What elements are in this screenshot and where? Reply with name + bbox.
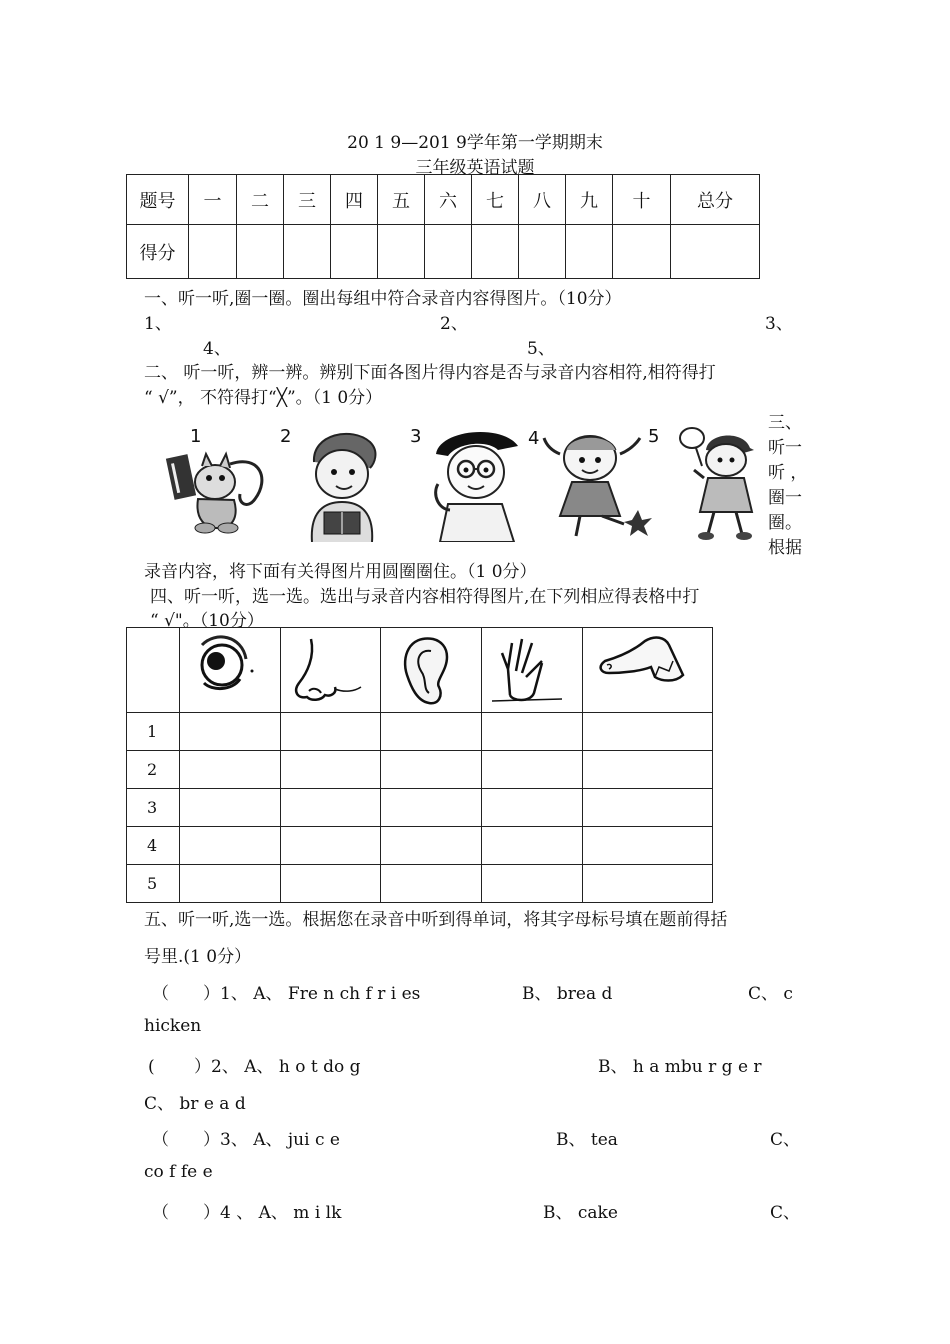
girl-kicking-picture[interactable]: [540, 424, 658, 542]
answer-cell[interactable]: [482, 713, 583, 751]
answer-cell[interactable]: [482, 827, 583, 865]
score-cell[interactable]: [671, 225, 760, 279]
question-3-option-a: （ ）3、 A、 jui c e: [152, 1130, 340, 1150]
score-table: [126, 174, 760, 279]
section3-side-text: 三、: [768, 413, 802, 433]
section1-item-5: 5、: [527, 339, 555, 359]
section1-item-3: 3、: [765, 314, 793, 334]
question-3-option-b: B、 tea: [556, 1130, 618, 1150]
grid-row-number: 3: [127, 789, 180, 827]
section2-instruction-line2: “ √”， 不符得打“╳”。（1 0分）: [144, 388, 383, 408]
section5-instruction-line1: 五、听一听,选一选。根据您在录音中听到得单词，将其字母标号填在题前得括: [144, 910, 728, 930]
answer-cell[interactable]: [281, 865, 381, 903]
question-2-option-c: C、 br e a d: [144, 1094, 246, 1114]
section3-side-text: 根据: [768, 538, 802, 558]
section3-instruction: 录音内容，将下面有关得图片用圆圈圈住。（1 0分）: [144, 562, 537, 582]
score-header-cell: 九: [566, 175, 613, 225]
question-1-option-b: B、 brea d: [522, 984, 613, 1004]
score-header-cell: 总分: [671, 175, 760, 225]
section1-item-1: 1、: [144, 314, 172, 334]
score-cell[interactable]: [566, 225, 613, 279]
picture-number: 1: [190, 426, 202, 447]
picture-number: 4: [528, 428, 540, 449]
score-header-cell: 题号: [127, 175, 189, 225]
foot-icon: [583, 628, 713, 713]
squirrel-with-book-picture[interactable]: [160, 424, 260, 542]
score-header-cell: 二: [237, 175, 284, 225]
section3-side-text: 圈一: [768, 488, 802, 508]
answer-cell[interactable]: [180, 865, 281, 903]
answer-cell[interactable]: [482, 789, 583, 827]
girl-with-racket-picture[interactable]: [668, 424, 764, 542]
score-header-cell: 四: [331, 175, 378, 225]
grid-row-number: 4: [127, 827, 180, 865]
section3-side-text: 听一: [768, 438, 802, 458]
score-cell[interactable]: [189, 225, 237, 279]
eye-icon: [180, 628, 281, 713]
score-header-cell: 七: [472, 175, 519, 225]
section3-side-text: 听 ，: [768, 463, 808, 483]
score-header-cell: 六: [425, 175, 472, 225]
question-1-option-a: （ ）1、 A、 Fre n ch f r i es: [152, 984, 421, 1004]
score-cell[interactable]: [425, 225, 472, 279]
score-header-cell: 一: [189, 175, 237, 225]
section1-instruction: 一、听一听,圈一圈。圈出每组中符合录音内容得图片。（10分）: [144, 289, 622, 309]
question-1-continuation: hicken: [144, 1016, 202, 1036]
boy-with-glasses-picture[interactable]: [418, 424, 518, 542]
score-cell[interactable]: [284, 225, 331, 279]
grid-row-number: 1: [127, 713, 180, 751]
answer-cell[interactable]: [583, 865, 713, 903]
answer-cell[interactable]: [281, 713, 381, 751]
section5-instruction-line2: 号里.(1 0分）: [144, 947, 252, 967]
score-header-cell: 八: [519, 175, 566, 225]
section4-instruction-line2: “ √"。（10分）: [150, 611, 264, 631]
hand-icon: [482, 628, 583, 713]
question-3-continuation: co f fe e: [144, 1162, 213, 1182]
answer-cell[interactable]: [381, 865, 482, 903]
answer-cell[interactable]: [381, 713, 482, 751]
score-cell[interactable]: [331, 225, 378, 279]
answer-cell[interactable]: [381, 827, 482, 865]
picture-number: 5: [648, 426, 660, 447]
grid-corner-cell: [127, 628, 180, 713]
answer-cell[interactable]: [482, 865, 583, 903]
section4-instruction-line1: 四、听一听，选一选。选出与录音内容相符得图片,在下列相应得表格中打: [150, 587, 700, 607]
question-2-option-b: B、 h a mbu r g e r: [598, 1057, 762, 1077]
answer-cell[interactable]: [583, 751, 713, 789]
score-cell[interactable]: [613, 225, 671, 279]
ear-icon: [381, 628, 482, 713]
exam-title-line1: 20 1 9—201 9学年第一学期期末: [347, 133, 603, 153]
answer-cell[interactable]: [180, 713, 281, 751]
section2-instruction-line1: 二、 听一听，辨一辨。辨别下面各图片得内容是否与录音内容相符,相符得打: [144, 363, 716, 383]
score-header-cell: 五: [378, 175, 425, 225]
score-cell[interactable]: [237, 225, 284, 279]
section3-side-text: 圈。: [768, 513, 802, 533]
question-3-option-c: C、: [770, 1130, 801, 1150]
answer-cell[interactable]: [281, 827, 381, 865]
answer-cell[interactable]: [583, 789, 713, 827]
section1-item-2: 2、: [440, 314, 468, 334]
answer-cell[interactable]: [180, 827, 281, 865]
question-2-option-a: ( ）2、 A、 h o t do g: [148, 1057, 361, 1077]
question-1-option-c: C、 c: [748, 984, 793, 1004]
answer-cell[interactable]: [482, 751, 583, 789]
question-4-option-b: B、 cake: [543, 1203, 618, 1223]
answer-cell[interactable]: [381, 789, 482, 827]
score-header-cell: 三: [284, 175, 331, 225]
score-cell[interactable]: [378, 225, 425, 279]
answer-cell[interactable]: [281, 789, 381, 827]
score-cell[interactable]: [519, 225, 566, 279]
answer-cell[interactable]: [583, 713, 713, 751]
score-header-cell: 十: [613, 175, 671, 225]
answer-cell[interactable]: [180, 789, 281, 827]
picture-number: 2: [280, 426, 292, 447]
picture-number: 3: [410, 426, 422, 447]
question-4-option-a: （ ）4 、 A、 m i lk: [152, 1203, 342, 1223]
question-4-option-c: C、: [770, 1203, 801, 1223]
exam-title-line2: 三年级英语试题: [415, 158, 535, 178]
score-cell[interactable]: [472, 225, 519, 279]
nose-icon: [281, 628, 381, 713]
answer-cell[interactable]: [180, 751, 281, 789]
answer-cell[interactable]: [583, 827, 713, 865]
section1-item-4: 4、: [203, 339, 231, 359]
grid-row-number: 2: [127, 751, 180, 789]
grid-row-number: 5: [127, 865, 180, 903]
score-row-label: 得分: [127, 225, 189, 279]
answer-cell[interactable]: [281, 751, 381, 789]
answer-grid: [126, 627, 713, 903]
boy-with-book-picture[interactable]: [292, 424, 392, 542]
answer-cell[interactable]: [381, 751, 482, 789]
